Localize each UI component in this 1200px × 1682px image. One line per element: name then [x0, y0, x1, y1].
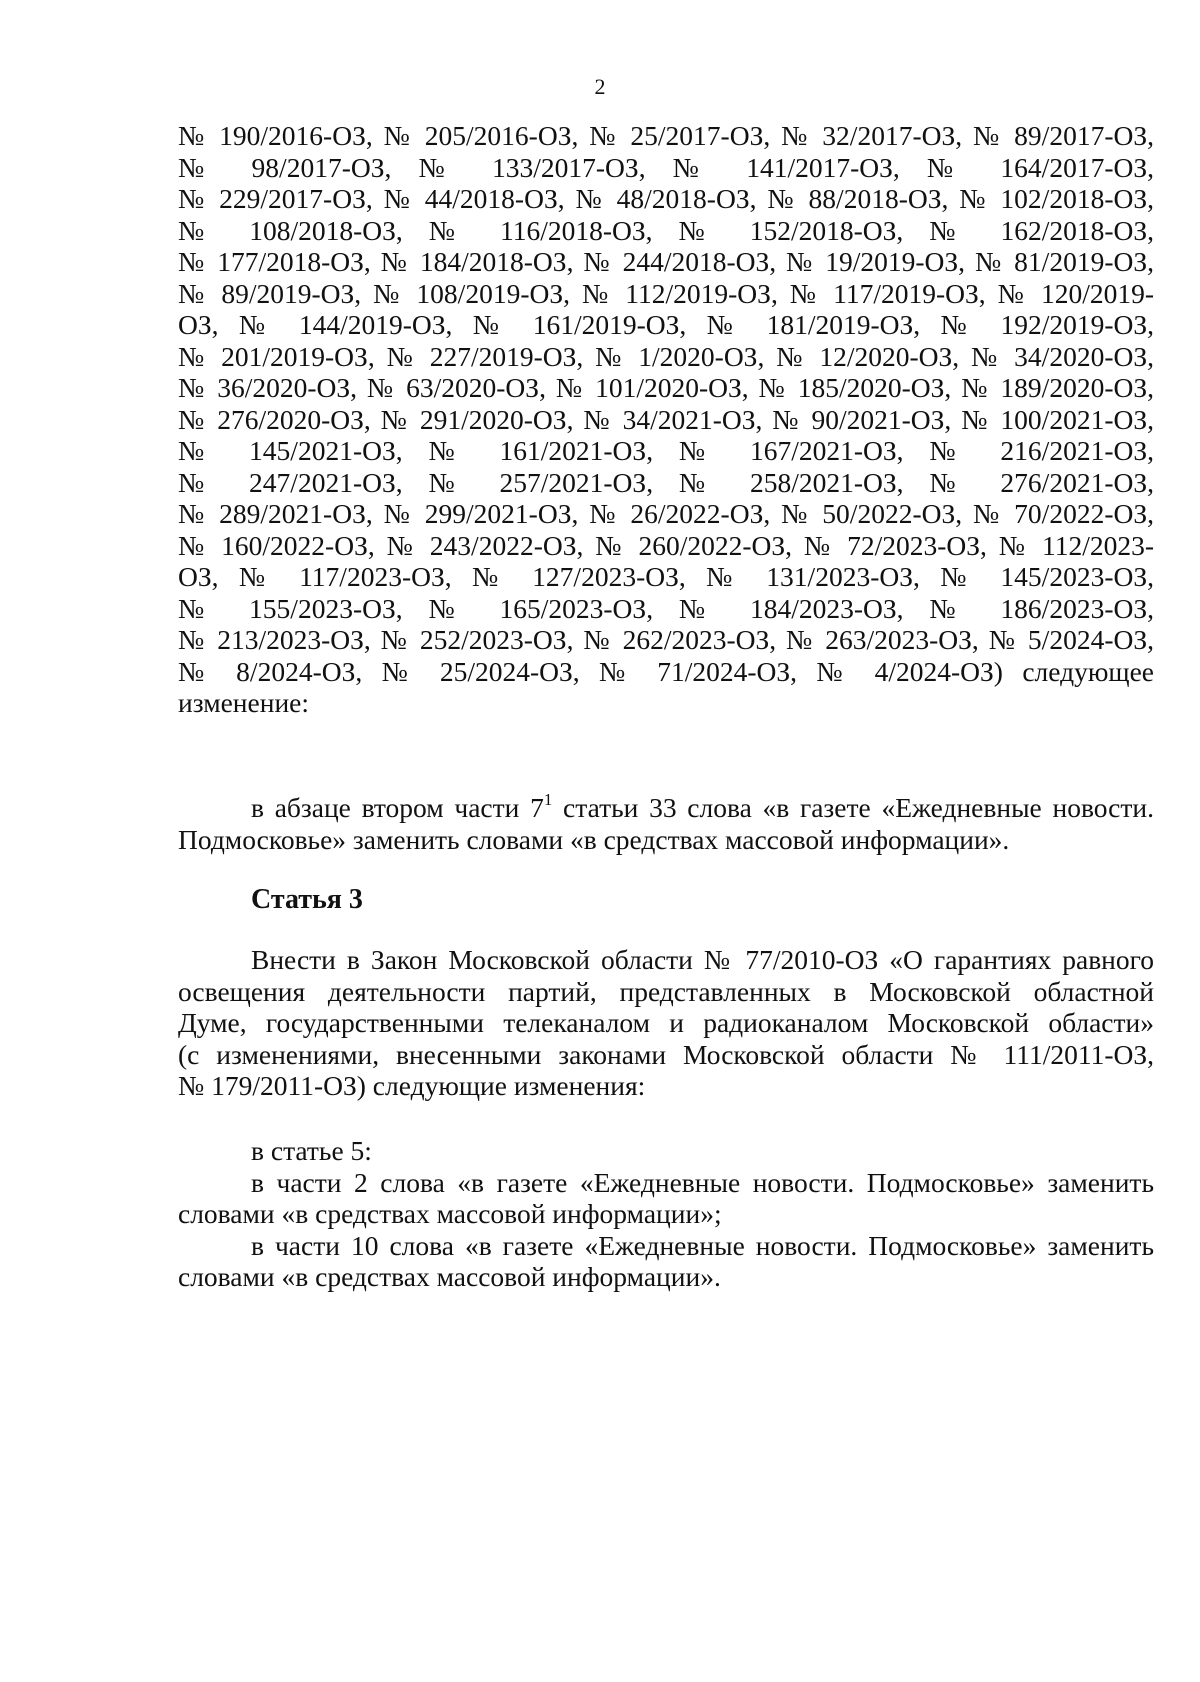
item-line: в статье 5:: [251, 1135, 372, 1166]
intro-line: № 179/2011-ОЗ) следующие изменения:: [178, 1070, 646, 1101]
list-line: № 276/2020-ОЗ, № 291/2020-ОЗ, № 34/2021-ОЗ, № 90/2021-ОЗ, № 100/2021-ОЗ,: [178, 403, 1154, 435]
list-line: № 213/2023-ОЗ, № 252/2023-ОЗ, № 262/2023-ОЗ, № 263/2023-ОЗ, № 5/2024-ОЗ,: [178, 624, 1154, 655]
list-line: № 108/2018-ОЗ, № 116/2018-ОЗ, № 152/2018-ОЗ, № 162/2018-ОЗ,: [178, 214, 1154, 246]
list-line: № 89/2019-ОЗ, № 108/2019-ОЗ, № 112/2019-ОЗ, № 117/2019-ОЗ, № 120/2019-: [178, 277, 1154, 309]
article-3-heading: Статья 3: [251, 884, 363, 915]
list-line: № 201/2019-ОЗ, № 227/2019-ОЗ, № 1/2020-ОЗ, № 12/2020-ОЗ, № 34/2020-ОЗ,: [178, 340, 1154, 372]
amendment-text: статьи 33 слова «в газете «Ежедневные новости.: [552, 792, 1154, 823]
list-line: № 160/2022-ОЗ, № 243/2022-ОЗ, № 260/2022-ОЗ, № 72/2023-ОЗ, № 112/2023-: [178, 529, 1154, 561]
list-line: № 145/2021-ОЗ, № 161/2021-ОЗ, № 167/2021-ОЗ, № 216/2021-ОЗ,: [178, 435, 1154, 466]
amendment-text: в абзаце втором части 7: [251, 792, 544, 823]
item-line: в части 10 слова «в газете «Ежедневные новости. Подмосковье» заменить: [251, 1229, 1154, 1261]
list-line: ОЗ, № 144/2019-ОЗ, № 161/2019-ОЗ, № 181/2019-ОЗ, № 192/2019-ОЗ,: [178, 309, 1154, 340]
intro-line: освещения деятельности партий, представленных в Московской областной: [178, 975, 1154, 1007]
list-line: № 155/2023-ОЗ, № 165/2023-ОЗ, № 184/2023-ОЗ, № 186/2023-ОЗ,: [178, 592, 1154, 624]
list-line: изменение:: [178, 687, 310, 718]
intro-line: (с изменениями, внесенными законами Московской области № 111/2011-ОЗ,: [178, 1038, 1154, 1070]
list-line: № 247/2021-ОЗ, № 257/2021-ОЗ, № 258/2021-ОЗ, № 276/2021-ОЗ,: [178, 466, 1154, 498]
superscript: 1: [543, 789, 553, 809]
list-line: № 190/2016-ОЗ, № 205/2016-ОЗ, № 25/2017-ОЗ, № 32/2017-ОЗ, № 89/2017-ОЗ,: [178, 120, 1154, 151]
list-line: № 98/2017-ОЗ, № 133/2017-ОЗ, № 141/2017-ОЗ, № 164/2017-ОЗ,: [178, 151, 1154, 183]
item-line: словами «в средствах массовой информации».: [178, 1261, 721, 1292]
article-3-items: [178, 1135, 1154, 1293]
list-line: ОЗ, № 117/2023-ОЗ, № 127/2023-ОЗ, № 131/2023-ОЗ, № 145/2023-ОЗ,: [178, 561, 1154, 592]
item-line: словами «в средствах массовой информации»;: [178, 1198, 722, 1229]
list-line: № 8/2024-ОЗ, № 25/2024-ОЗ, № 71/2024-ОЗ, № 4/2024-ОЗ) следующее: [178, 655, 1154, 687]
amendment-line: Подмосковье» заменить словами «в средствах массовой информации».: [178, 823, 1010, 855]
list-line: № 177/2018-ОЗ, № 184/2018-ОЗ, № 244/2018-ОЗ, № 19/2019-ОЗ, № 81/2019-ОЗ,: [178, 246, 1154, 277]
intro-line: Внести в Закон Московской области № 77/2010-ОЗ «О гарантиях равного: [251, 944, 1154, 975]
list-line: № 289/2021-ОЗ, № 299/2021-ОЗ, № 26/2022-ОЗ, № 50/2022-ОЗ, № 70/2022-ОЗ,: [178, 498, 1154, 529]
page-number: 2: [594, 74, 606, 99]
intro-line: Думе, государственными телеканалом и радиоканалом Московской области»: [178, 1007, 1154, 1038]
amendment-paragraph: [178, 789, 1154, 855]
list-line: № 229/2017-ОЗ, № 44/2018-ОЗ, № 48/2018-ОЗ, № 88/2018-ОЗ, № 102/2018-ОЗ,: [178, 183, 1154, 214]
law-list-paragraph: [178, 120, 1154, 719]
list-line: № 36/2020-ОЗ, № 63/2020-ОЗ, № 101/2020-ОЗ, № 185/2020-ОЗ, № 189/2020-ОЗ,: [178, 372, 1154, 403]
article-3-intro: [178, 944, 1154, 1102]
item-line: в части 2 слова «в газете «Ежедневные новости. Подмосковье» заменить: [251, 1166, 1154, 1198]
amendment-line: [178, 789, 1154, 824]
